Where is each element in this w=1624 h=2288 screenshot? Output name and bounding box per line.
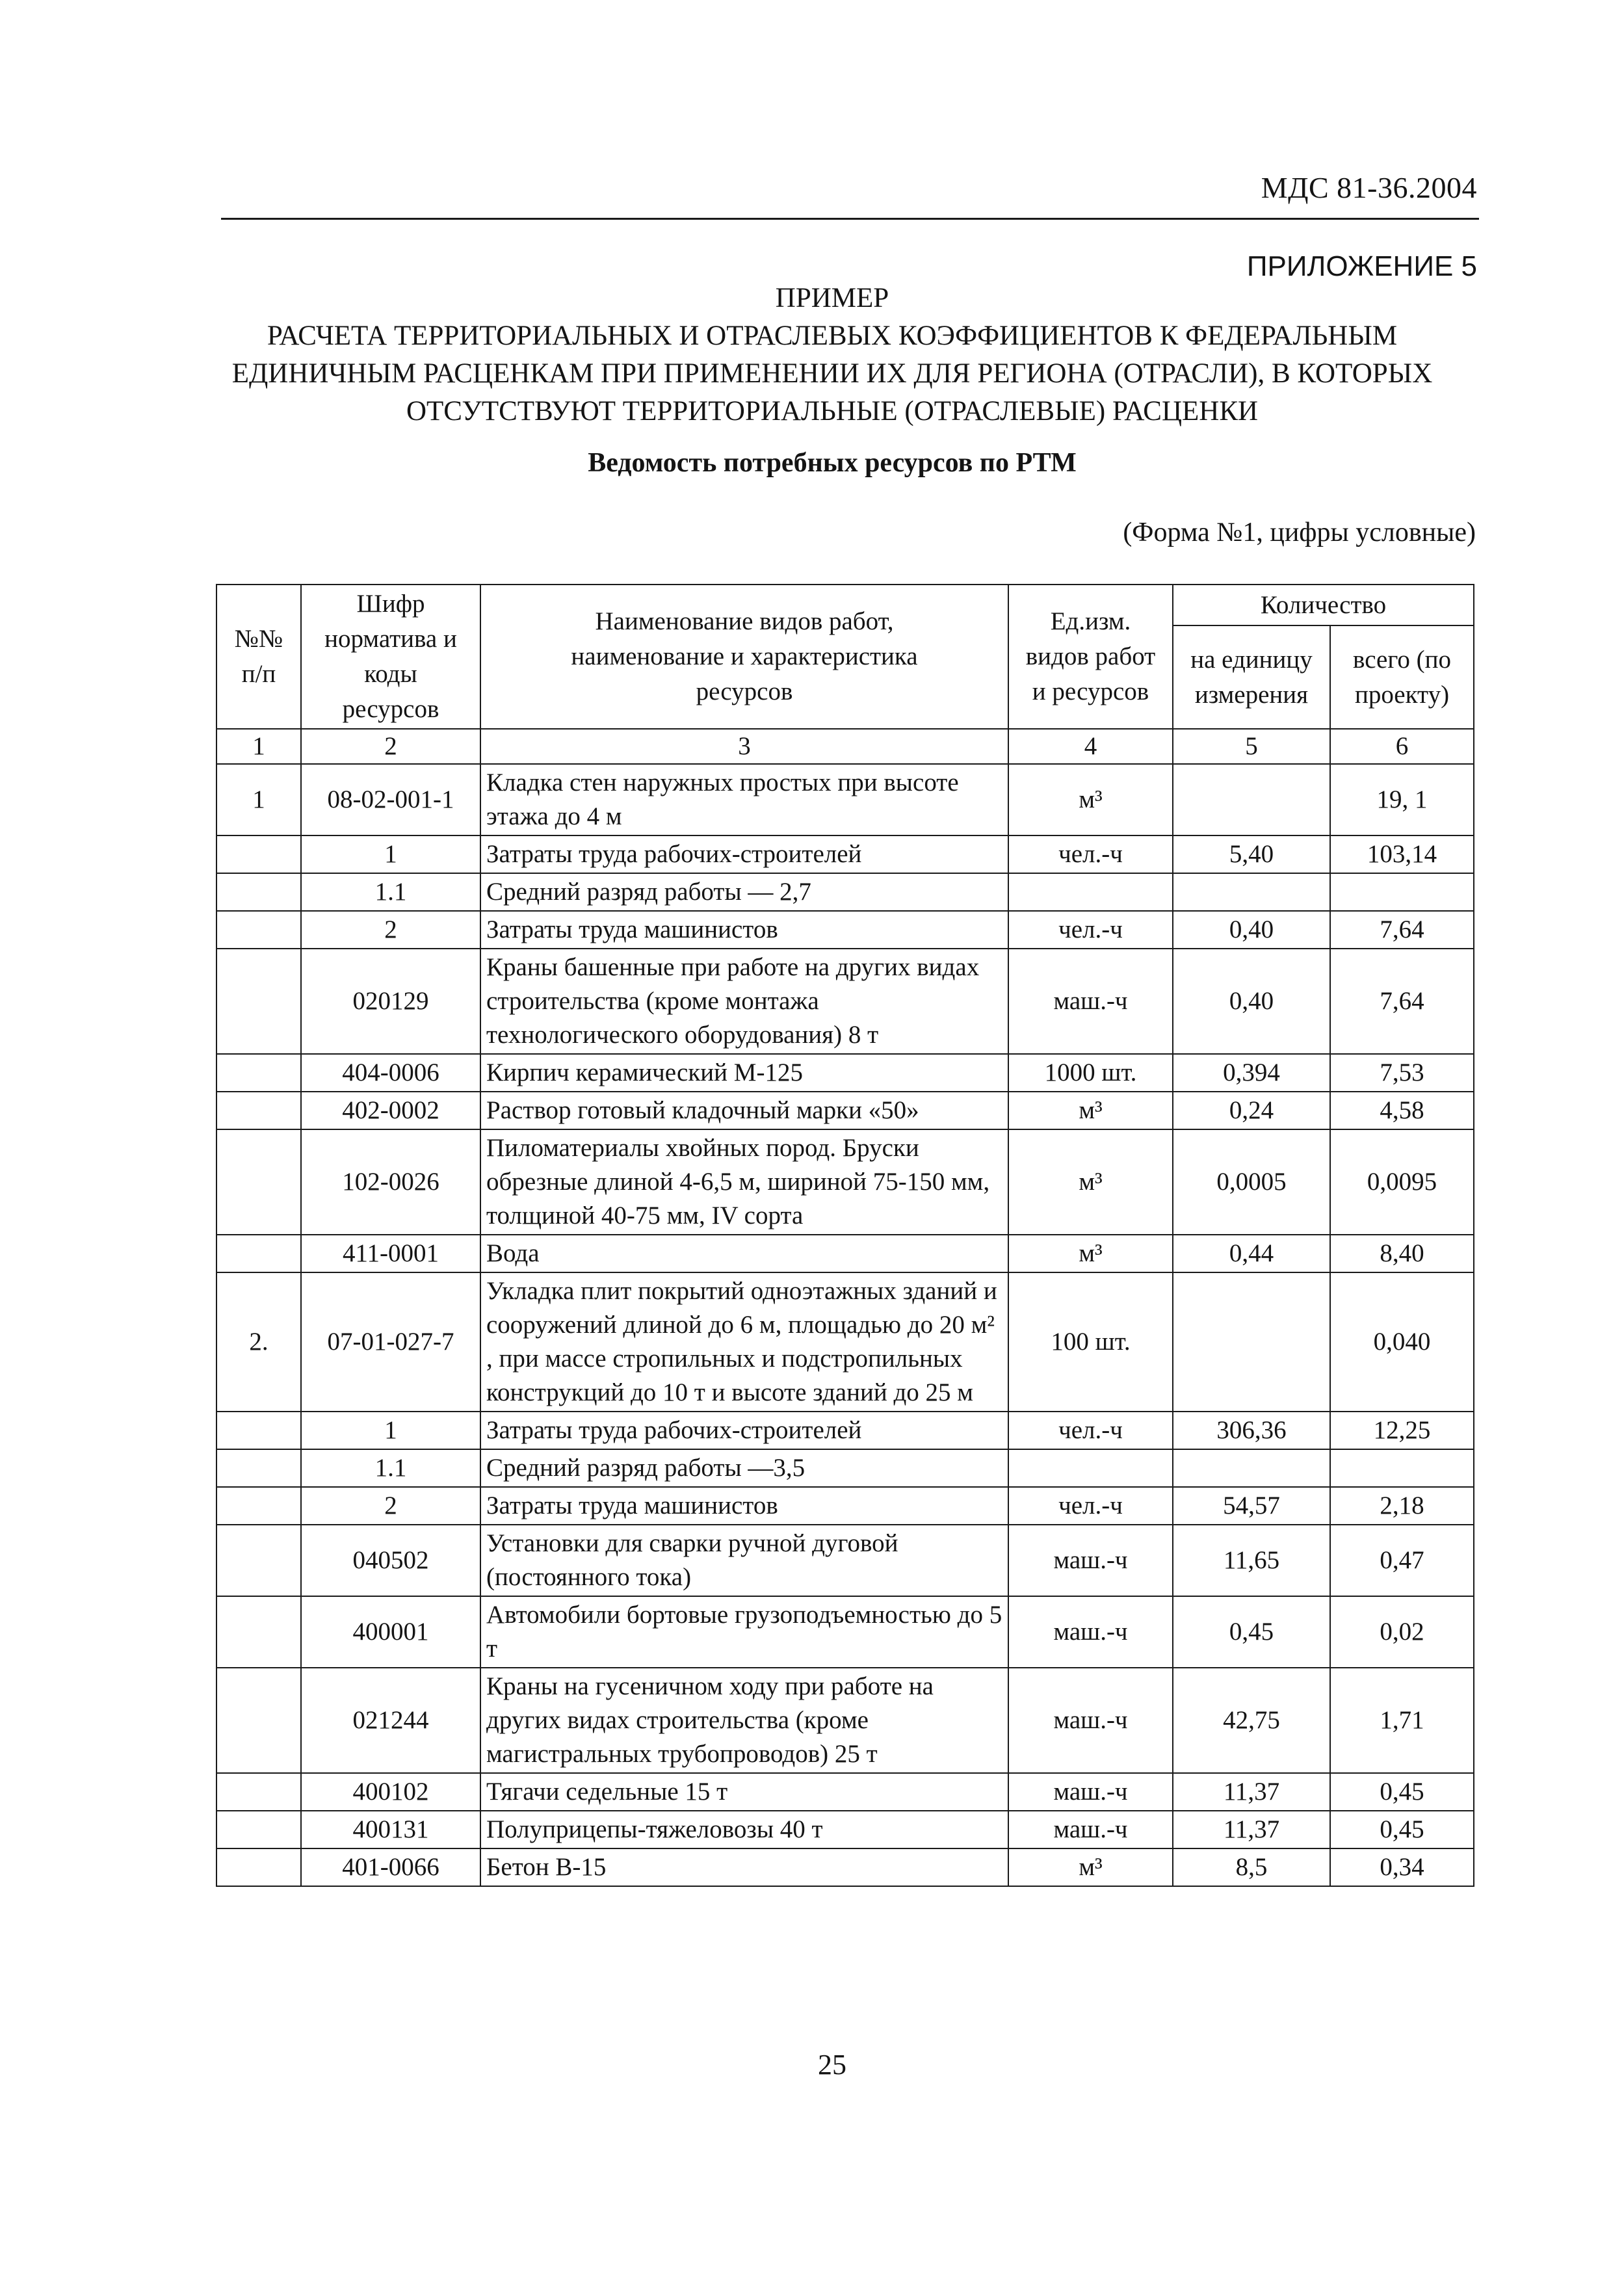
- quantity-total-cell: [1330, 873, 1474, 911]
- quantity-total-cell: 103,14: [1330, 835, 1474, 873]
- row-number-cell: 1: [216, 764, 301, 835]
- header-name: [480, 585, 1008, 729]
- row-number-cell: [216, 1412, 301, 1449]
- quantity-per-unit-cell: 0,45: [1173, 1596, 1330, 1668]
- title-line: ОТСУТСТВУЮТ ТЕРРИТОРИАЛЬНЫЕ (ОТРАСЛЕВЫЕ) РАСЦЕНКИ: [406, 396, 1259, 427]
- resource-code-cell: 021244: [301, 1668, 480, 1773]
- row-number-cell: [216, 1811, 301, 1848]
- quantity-total-cell: 2,18: [1330, 1487, 1474, 1525]
- work-name-cell: Средний разряд работы — 2,7: [480, 873, 1008, 911]
- quantity-per-unit-cell: 11,65: [1173, 1525, 1330, 1596]
- resource-code-cell: 102-0026: [301, 1129, 480, 1235]
- work-name-cell: Кладка стен наружных простых при высоте этажа до 4 м: [480, 764, 1008, 835]
- work-name-cell: Укладка плит покрытий одноэтажных зданий и сооружений длиной до 6 м, площадью до 20 м² , при массе стропильных и подстропильных конструкций до 10 т и высоте зданий до 25 м: [480, 1272, 1008, 1412]
- column-number: 2: [301, 729, 480, 764]
- row-number-cell: [216, 1525, 301, 1596]
- quantity-per-unit-cell: [1173, 1272, 1330, 1412]
- header-text: Наименование видов работ,: [595, 607, 894, 635]
- document-title: [195, 280, 1469, 430]
- page-number: 25: [818, 2049, 846, 2081]
- resource-code-cell: 1: [301, 1412, 480, 1449]
- table-body: [216, 729, 1474, 1886]
- row-number-cell: [216, 1596, 301, 1668]
- resource-code-cell: 2: [301, 911, 480, 949]
- header-text: Ед.изм.: [1050, 607, 1131, 635]
- row-number-cell: [216, 1054, 301, 1092]
- unit-cell: 1000 шт.: [1008, 1054, 1173, 1092]
- unit-cell: [1008, 873, 1173, 911]
- work-name-cell: Затраты труда рабочих-строителей: [480, 835, 1008, 873]
- title-line: РАСЧЕТА ТЕРРИТОРИАЛЬНЫХ И ОТРАСЛЕВЫХ КОЭФФИЦИЕНТОВ К ФЕДЕРАЛЬНЫМ: [267, 321, 1398, 351]
- table-row: [216, 949, 1474, 1054]
- unit-cell: чел.-ч: [1008, 835, 1173, 873]
- row-number-cell: [216, 911, 301, 949]
- resource-code-cell: 402-0002: [301, 1092, 480, 1129]
- unit-cell: м³: [1008, 1092, 1173, 1129]
- resource-code-cell: 1: [301, 835, 480, 873]
- quantity-per-unit-cell: 54,57: [1173, 1487, 1330, 1525]
- work-name-cell: Автомобили бортовые грузоподъемностью до 5 т: [480, 1596, 1008, 1668]
- header-text: №№: [234, 625, 283, 653]
- form-note: (Форма №1, цифры условные): [1123, 518, 1476, 547]
- row-number-cell: [216, 1487, 301, 1525]
- quantity-total-cell: 19, 1: [1330, 764, 1474, 835]
- header-text: норматива и: [324, 625, 457, 653]
- quantity-total-cell: 0,34: [1330, 1848, 1474, 1886]
- row-number-cell: [216, 1092, 301, 1129]
- quantity-total-cell: 0,02: [1330, 1596, 1474, 1668]
- table-row: [216, 1525, 1474, 1596]
- quantity-per-unit-cell: [1173, 1449, 1330, 1487]
- table-row: [216, 1054, 1474, 1092]
- quantity-total-cell: 4,58: [1330, 1092, 1474, 1129]
- quantity-per-unit-cell: [1173, 764, 1330, 835]
- quantity-total-cell: 8,40: [1330, 1235, 1474, 1272]
- table-row: [216, 1235, 1474, 1272]
- resource-code-cell: 1.1: [301, 873, 480, 911]
- table-row: [216, 1129, 1474, 1235]
- unit-cell: м³: [1008, 1235, 1173, 1272]
- table-row: [216, 1773, 1474, 1811]
- column-number: 3: [480, 729, 1008, 764]
- row-number-cell: [216, 1129, 301, 1235]
- table-row: [216, 1596, 1474, 1668]
- table-row: [216, 1272, 1474, 1412]
- quantity-per-unit-cell: 42,75: [1173, 1668, 1330, 1773]
- resource-code-cell: 411-0001: [301, 1235, 480, 1272]
- unit-cell: маш.-ч: [1008, 1811, 1173, 1848]
- table-row: [216, 1092, 1474, 1129]
- work-name-cell: Средний разряд работы —3,5: [480, 1449, 1008, 1487]
- table-row: [216, 1811, 1474, 1848]
- header-text: ресурсов: [696, 677, 793, 705]
- table-row: [216, 1412, 1474, 1449]
- resource-code-cell: 08-02-001-1: [301, 764, 480, 835]
- table-row: [216, 911, 1474, 949]
- quantity-per-unit-cell: 306,36: [1173, 1412, 1330, 1449]
- quantity-per-unit-cell: 0,40: [1173, 949, 1330, 1054]
- header-text: коды: [364, 660, 417, 688]
- resource-code-cell: 400102: [301, 1773, 480, 1811]
- unit-cell: м³: [1008, 1848, 1173, 1886]
- quantity-total-cell: 0,040: [1330, 1272, 1474, 1412]
- appendix-label: ПРИЛОЖЕНИЕ 5: [1246, 250, 1477, 282]
- row-number-cell: [216, 1235, 301, 1272]
- quantity-per-unit-cell: 5,40: [1173, 835, 1330, 873]
- work-name-cell: Установки для сварки ручной дуговой (постоянного тока): [480, 1525, 1008, 1596]
- resource-code-cell: 2: [301, 1487, 480, 1525]
- work-name-cell: Краны на гусеничном ходу при работе на других видах строительства (кроме магистральных трубопроводов) 25 т: [480, 1668, 1008, 1773]
- quantity-per-unit-cell: 0,24: [1173, 1092, 1330, 1129]
- title-line: ПРИМЕР: [775, 283, 889, 313]
- header-code: [301, 585, 480, 729]
- column-number: 1: [216, 729, 301, 764]
- quantity-per-unit-cell: 11,37: [1173, 1773, 1330, 1811]
- header-per-unit: [1173, 625, 1330, 729]
- work-name-cell: Затраты труда рабочих-строителей: [480, 1412, 1008, 1449]
- header-text: всего (по: [1353, 645, 1451, 674]
- quantity-total-cell: 7,64: [1330, 911, 1474, 949]
- header-text: видов работ: [1025, 642, 1156, 670]
- quantity-total-cell: 1,71: [1330, 1668, 1474, 1773]
- document-code: МДС 81-36.2004: [1261, 171, 1477, 204]
- resource-code-cell: 401-0066: [301, 1848, 480, 1886]
- quantity-per-unit-cell: [1173, 873, 1330, 911]
- row-number-cell: [216, 1449, 301, 1487]
- column-number: 5: [1173, 729, 1330, 764]
- quantity-per-unit-cell: 0,40: [1173, 911, 1330, 949]
- unit-cell: маш.-ч: [1008, 1596, 1173, 1668]
- resource-code-cell: 1.1: [301, 1449, 480, 1487]
- unit-cell: [1008, 1449, 1173, 1487]
- row-number-cell: 2.: [216, 1272, 301, 1412]
- quantity-total-cell: 0,47: [1330, 1525, 1474, 1596]
- unit-cell: маш.-ч: [1008, 1525, 1173, 1596]
- table-row: [216, 1449, 1474, 1487]
- table-row: [216, 835, 1474, 873]
- header-text: и ресурсов: [1032, 677, 1149, 705]
- row-number-cell: [216, 949, 301, 1054]
- quantity-total-cell: 0,45: [1330, 1811, 1474, 1848]
- unit-cell: м³: [1008, 764, 1173, 835]
- work-name-cell: Полуприцепы-тяжеловозы 40 т: [480, 1811, 1008, 1848]
- quantity-per-unit-cell: 0,394: [1173, 1054, 1330, 1092]
- header-quantity: Количество: [1173, 585, 1474, 625]
- column-number: 6: [1330, 729, 1474, 764]
- resource-code-cell: 040502: [301, 1525, 480, 1596]
- quantity-total-cell: 12,25: [1330, 1412, 1474, 1449]
- quantity-total-cell: 7,64: [1330, 949, 1474, 1054]
- resource-code-cell: 020129: [301, 949, 480, 1054]
- work-name-cell: Раствор готовый кладочный марки «50»: [480, 1092, 1008, 1129]
- header-rule: [221, 218, 1479, 220]
- work-name-cell: Кирпич керамический М-125: [480, 1054, 1008, 1092]
- quantity-total-cell: 0,0095: [1330, 1129, 1474, 1235]
- resource-code-cell: 07-01-027-7: [301, 1272, 480, 1412]
- unit-cell: 100 шт.: [1008, 1272, 1173, 1412]
- work-name-cell: Вода: [480, 1235, 1008, 1272]
- header-text: проекту): [1354, 680, 1450, 709]
- row-number-cell: [216, 835, 301, 873]
- row-number-cell: [216, 873, 301, 911]
- unit-cell: маш.-ч: [1008, 1668, 1173, 1773]
- header-text: п/п: [241, 660, 276, 688]
- quantity-total-cell: 0,45: [1330, 1773, 1474, 1811]
- table-row: [216, 873, 1474, 911]
- row-number-cell: [216, 1848, 301, 1886]
- work-name-cell: Бетон В-15: [480, 1848, 1008, 1886]
- column-number: 4: [1008, 729, 1173, 764]
- table-subtitle: Ведомость потребных ресурсов по РТМ: [588, 448, 1077, 478]
- header-number: [216, 585, 301, 729]
- unit-cell: чел.-ч: [1008, 1487, 1173, 1525]
- quantity-total-cell: [1330, 1449, 1474, 1487]
- table-row: [216, 764, 1474, 835]
- quantity-per-unit-cell: 8,5: [1173, 1848, 1330, 1886]
- resource-code-cell: 404-0006: [301, 1054, 480, 1092]
- unit-cell: чел.-ч: [1008, 1412, 1173, 1449]
- table-row: [216, 1848, 1474, 1886]
- header-text: на единицу: [1190, 645, 1313, 674]
- unit-cell: маш.-ч: [1008, 1773, 1173, 1811]
- table-row: [216, 1487, 1474, 1525]
- header-total: [1330, 625, 1474, 729]
- row-number-cell: [216, 1668, 301, 1773]
- resource-code-cell: 400001: [301, 1596, 480, 1668]
- work-name-cell: Тягачи седельные 15 т: [480, 1773, 1008, 1811]
- header-text: измерения: [1194, 680, 1309, 709]
- work-name-cell: Затраты труда машинистов: [480, 1487, 1008, 1525]
- unit-cell: маш.-ч: [1008, 949, 1173, 1054]
- quantity-total-cell: 7,53: [1330, 1054, 1474, 1092]
- resource-code-cell: 400131: [301, 1811, 480, 1848]
- quantity-per-unit-cell: 0,44: [1173, 1235, 1330, 1272]
- row-number-cell: [216, 1773, 301, 1811]
- unit-cell: м³: [1008, 1129, 1173, 1235]
- quantity-per-unit-cell: 11,37: [1173, 1811, 1330, 1848]
- header-text: Шифр: [356, 590, 425, 618]
- column-number-row: [216, 729, 1474, 764]
- work-name-cell: Затраты труда машинистов: [480, 911, 1008, 949]
- work-name-cell: Краны башенные при работе на других видах строительства (кроме монтажа технологического оборудования) 8 т: [480, 949, 1008, 1054]
- unit-cell: чел.-ч: [1008, 911, 1173, 949]
- title-line: ЕДИНИЧНЫМ РАСЦЕНКАМ ПРИ ПРИМЕНЕНИИ ИХ ДЛЯ РЕГИОНА (ОТРАСЛИ), В КОТОРЫХ: [231, 358, 1433, 389]
- header-text: ресурсов: [342, 695, 439, 723]
- quantity-per-unit-cell: 0,0005: [1173, 1129, 1330, 1235]
- header-unit: [1008, 585, 1173, 729]
- header-text: наименование и характеристика: [571, 642, 918, 670]
- resources-table: [216, 584, 1474, 1887]
- work-name-cell: Пиломатериалы хвойных пород. Бруски обрезные длиной 4-6,5 м, шириной 75-150 мм, толщиной 40-75 мм, IV сорта: [480, 1129, 1008, 1235]
- table-row: [216, 1668, 1474, 1773]
